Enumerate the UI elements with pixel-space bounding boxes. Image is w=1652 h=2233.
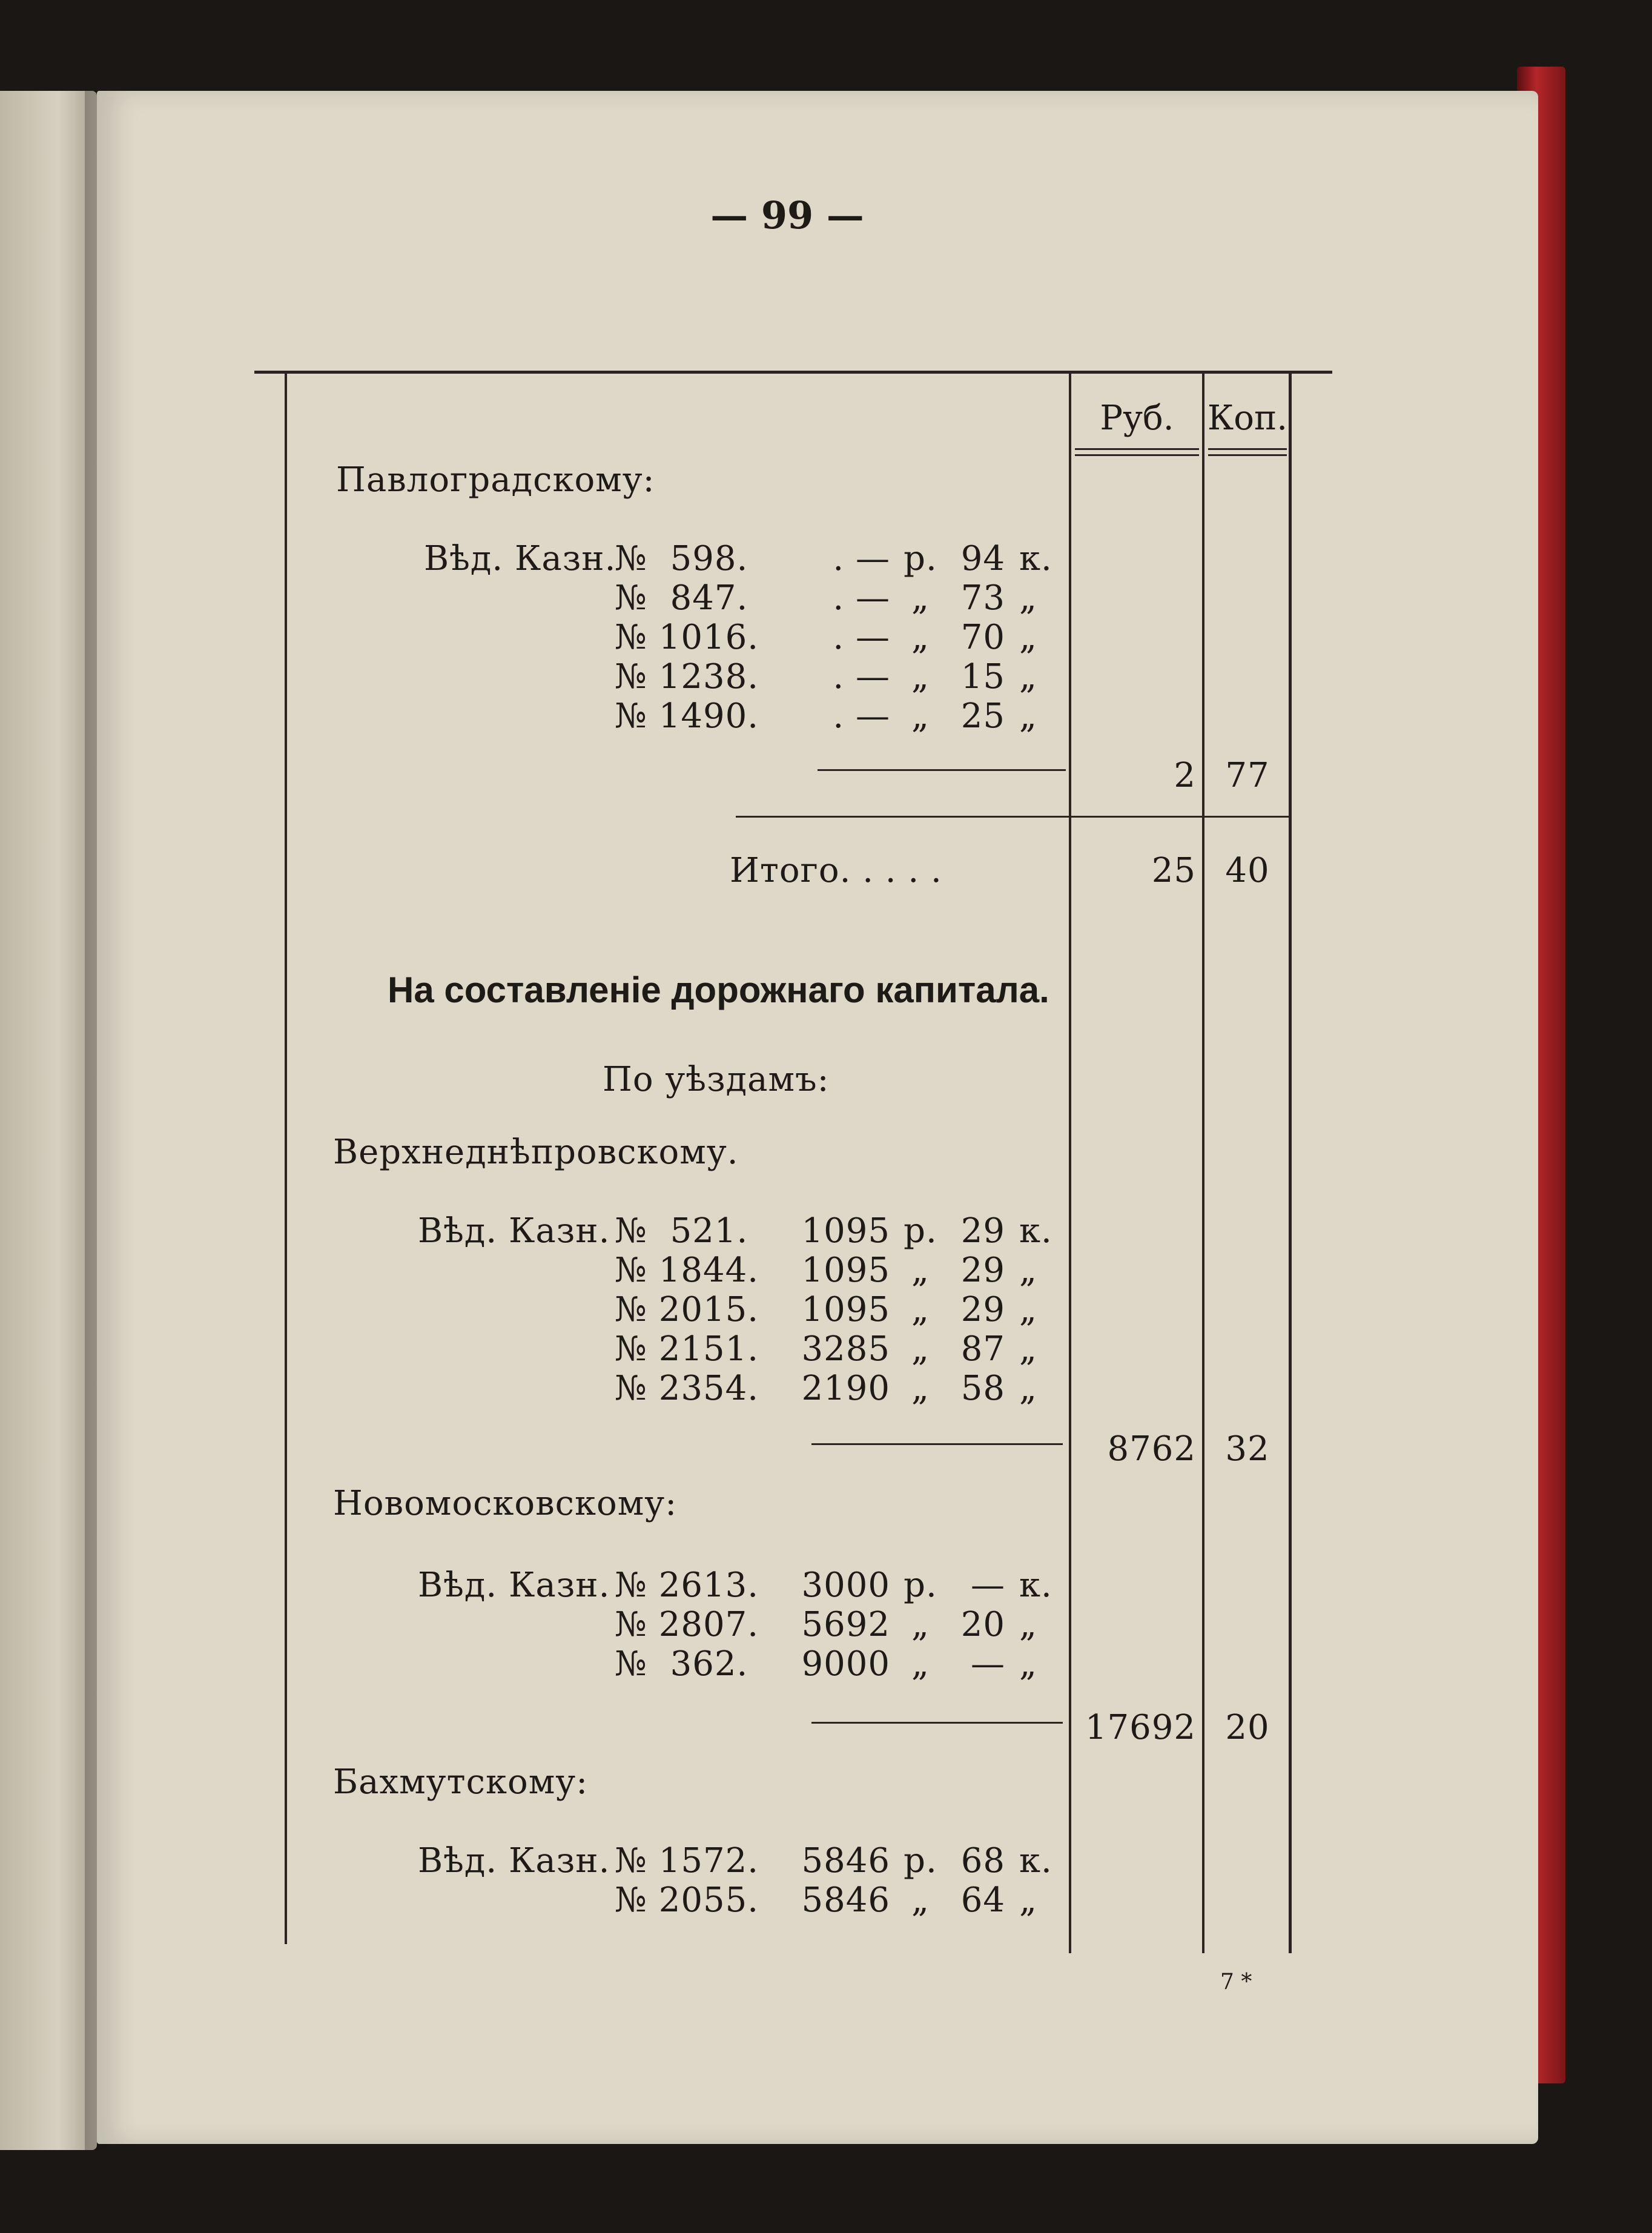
amount-rub: . — <box>833 696 890 736</box>
subtotal-kop: 77 <box>1225 756 1270 795</box>
kop-unit: к. <box>1019 539 1052 578</box>
amount-kop: 70 <box>960 618 1005 657</box>
amount-kop: 29 <box>960 1251 1005 1290</box>
amount-rub: 5846 <box>801 1841 890 1881</box>
amount-kop: 64 <box>960 1881 1005 1920</box>
rub-unit: „ <box>911 696 930 736</box>
header-rub: Руб. <box>1100 399 1174 438</box>
voucher-number: № 521. <box>615 1211 748 1251</box>
subtotal-rule <box>818 769 1066 771</box>
voucher-prefix: Вѣд. Казн. <box>418 1566 610 1605</box>
kop-unit: „ <box>1019 578 1038 618</box>
voucher-prefix: Вѣд. Казн. <box>424 539 616 578</box>
header-rule-kop-1 <box>1208 448 1287 450</box>
amount-rub: 1095 <box>801 1251 890 1290</box>
amount-rub: . — <box>833 578 890 618</box>
subtotal-rule <box>811 1443 1063 1445</box>
voucher-number: № 1572. <box>615 1841 759 1881</box>
section-heading: На составленіе дорожнаго капитала. <box>388 970 1049 1010</box>
amount-rub: . — <box>833 539 890 578</box>
amount-rub: 9000 <box>801 1644 890 1684</box>
kop-unit: „ <box>1019 1251 1038 1290</box>
district-pavlograd: Павлоградскому: <box>336 460 655 500</box>
kop-unit: „ <box>1019 696 1038 736</box>
table-left-rule <box>285 372 287 1944</box>
district-bakhmut: Бахмутскому: <box>333 1762 589 1802</box>
kop-unit: „ <box>1019 1644 1038 1684</box>
amount-rub: 1095 <box>801 1290 890 1329</box>
subtotal-rule <box>811 1722 1063 1724</box>
rub-unit: „ <box>911 1329 930 1369</box>
amount-kop: 94 <box>960 539 1005 578</box>
rub-unit: „ <box>911 1251 930 1290</box>
amount-rub: . — <box>833 657 890 696</box>
voucher-number: № 598. <box>615 539 748 578</box>
kop-unit: к. <box>1019 1566 1052 1605</box>
subtotal-rub: 17692 <box>1085 1708 1196 1747</box>
kop-unit: „ <box>1019 1329 1038 1369</box>
kop-unit: „ <box>1019 1369 1038 1408</box>
amount-kop: 68 <box>960 1841 1005 1881</box>
amount-kop: 87 <box>960 1329 1005 1369</box>
table-top-rule <box>254 371 1332 374</box>
total-rule <box>736 816 1290 818</box>
header-rule-rub-1 <box>1075 448 1199 450</box>
subtotal-rub: 8762 <box>1107 1429 1196 1469</box>
amount-kop: — <box>971 1566 1005 1605</box>
district-novomoskovsk: Новомосковскому: <box>333 1484 678 1523</box>
signature-mark: 7 * <box>1220 1970 1252 1994</box>
rub-unit: „ <box>911 1605 930 1644</box>
amount-rub: 1095 <box>801 1211 890 1251</box>
subtotal-rub: 2 <box>1174 756 1196 795</box>
amount-kop: 25 <box>960 696 1005 736</box>
kop-unit: к. <box>1019 1211 1052 1251</box>
rub-column-left-rule <box>1069 372 1071 1953</box>
voucher-number: № 2354. <box>615 1369 759 1408</box>
total-kop: 40 <box>1225 851 1270 890</box>
amount-kop: 73 <box>960 578 1005 618</box>
subtotal-kop: 20 <box>1225 1708 1270 1747</box>
kop-unit: „ <box>1019 1290 1038 1329</box>
total-label: Итого. . . . . <box>730 851 942 890</box>
rub-unit: р. <box>904 1566 937 1605</box>
page <box>97 91 1538 2144</box>
voucher-prefix: Вѣд. Казн. <box>418 1841 610 1881</box>
voucher-number: № 362. <box>615 1644 748 1684</box>
amount-rub: 5692 <box>801 1605 890 1644</box>
amount-kop: 29 <box>960 1290 1005 1329</box>
rub-unit: „ <box>911 578 930 618</box>
voucher-number: № 2151. <box>615 1329 759 1369</box>
amount-rub: 3000 <box>801 1566 890 1605</box>
page-number: — 99 — <box>710 193 864 237</box>
amount-kop: 20 <box>960 1605 1005 1644</box>
rub-unit: р. <box>904 1211 937 1251</box>
left-page-edge <box>0 91 97 2150</box>
voucher-prefix: Вѣд. Казн. <box>418 1211 610 1251</box>
rub-kop-divider <box>1202 372 1204 1953</box>
voucher-number: № 1844. <box>615 1251 759 1290</box>
rub-unit: „ <box>911 1644 930 1684</box>
amount-kop: 29 <box>960 1211 1005 1251</box>
rub-unit: „ <box>911 1290 930 1329</box>
rub-unit: р. <box>904 1841 937 1881</box>
subtotal-kop: 32 <box>1225 1429 1270 1469</box>
voucher-number: № 847. <box>615 578 748 618</box>
header-rule-kop-2 <box>1208 454 1287 456</box>
voucher-number: № 2807. <box>615 1605 759 1644</box>
district-verkhnedneprovsk: Верхнеднѣпровскому. <box>333 1133 739 1172</box>
rub-unit: „ <box>911 1369 930 1408</box>
amount-rub: 2190 <box>801 1369 890 1408</box>
amount-kop: — <box>971 1644 1005 1684</box>
kop-unit: „ <box>1019 618 1038 657</box>
voucher-number: № 1238. <box>615 657 759 696</box>
voucher-number: № 1016. <box>615 618 759 657</box>
rub-unit: р. <box>904 539 937 578</box>
total-rub: 25 <box>1151 851 1196 890</box>
kop-unit: „ <box>1019 657 1038 696</box>
amount-rub: . — <box>833 618 890 657</box>
amount-kop: 15 <box>960 657 1005 696</box>
rub-unit: „ <box>911 618 930 657</box>
rub-unit: „ <box>911 657 930 696</box>
kop-unit: „ <box>1019 1605 1038 1644</box>
header-rule-rub-2 <box>1075 454 1199 456</box>
rub-unit: „ <box>911 1881 930 1920</box>
section-subheading: По уѣздамъ: <box>603 1060 830 1099</box>
kop-unit: к. <box>1019 1841 1052 1881</box>
header-kop: Коп. <box>1207 399 1288 438</box>
amount-kop: 58 <box>960 1369 1005 1408</box>
kop-unit: „ <box>1019 1881 1038 1920</box>
voucher-number: № 2613. <box>615 1566 759 1605</box>
amount-rub: 3285 <box>801 1329 890 1369</box>
voucher-number: № 1490. <box>615 696 759 736</box>
amount-rub: 5846 <box>801 1881 890 1920</box>
voucher-number: № 2015. <box>615 1290 759 1329</box>
voucher-number: № 2055. <box>615 1881 759 1920</box>
